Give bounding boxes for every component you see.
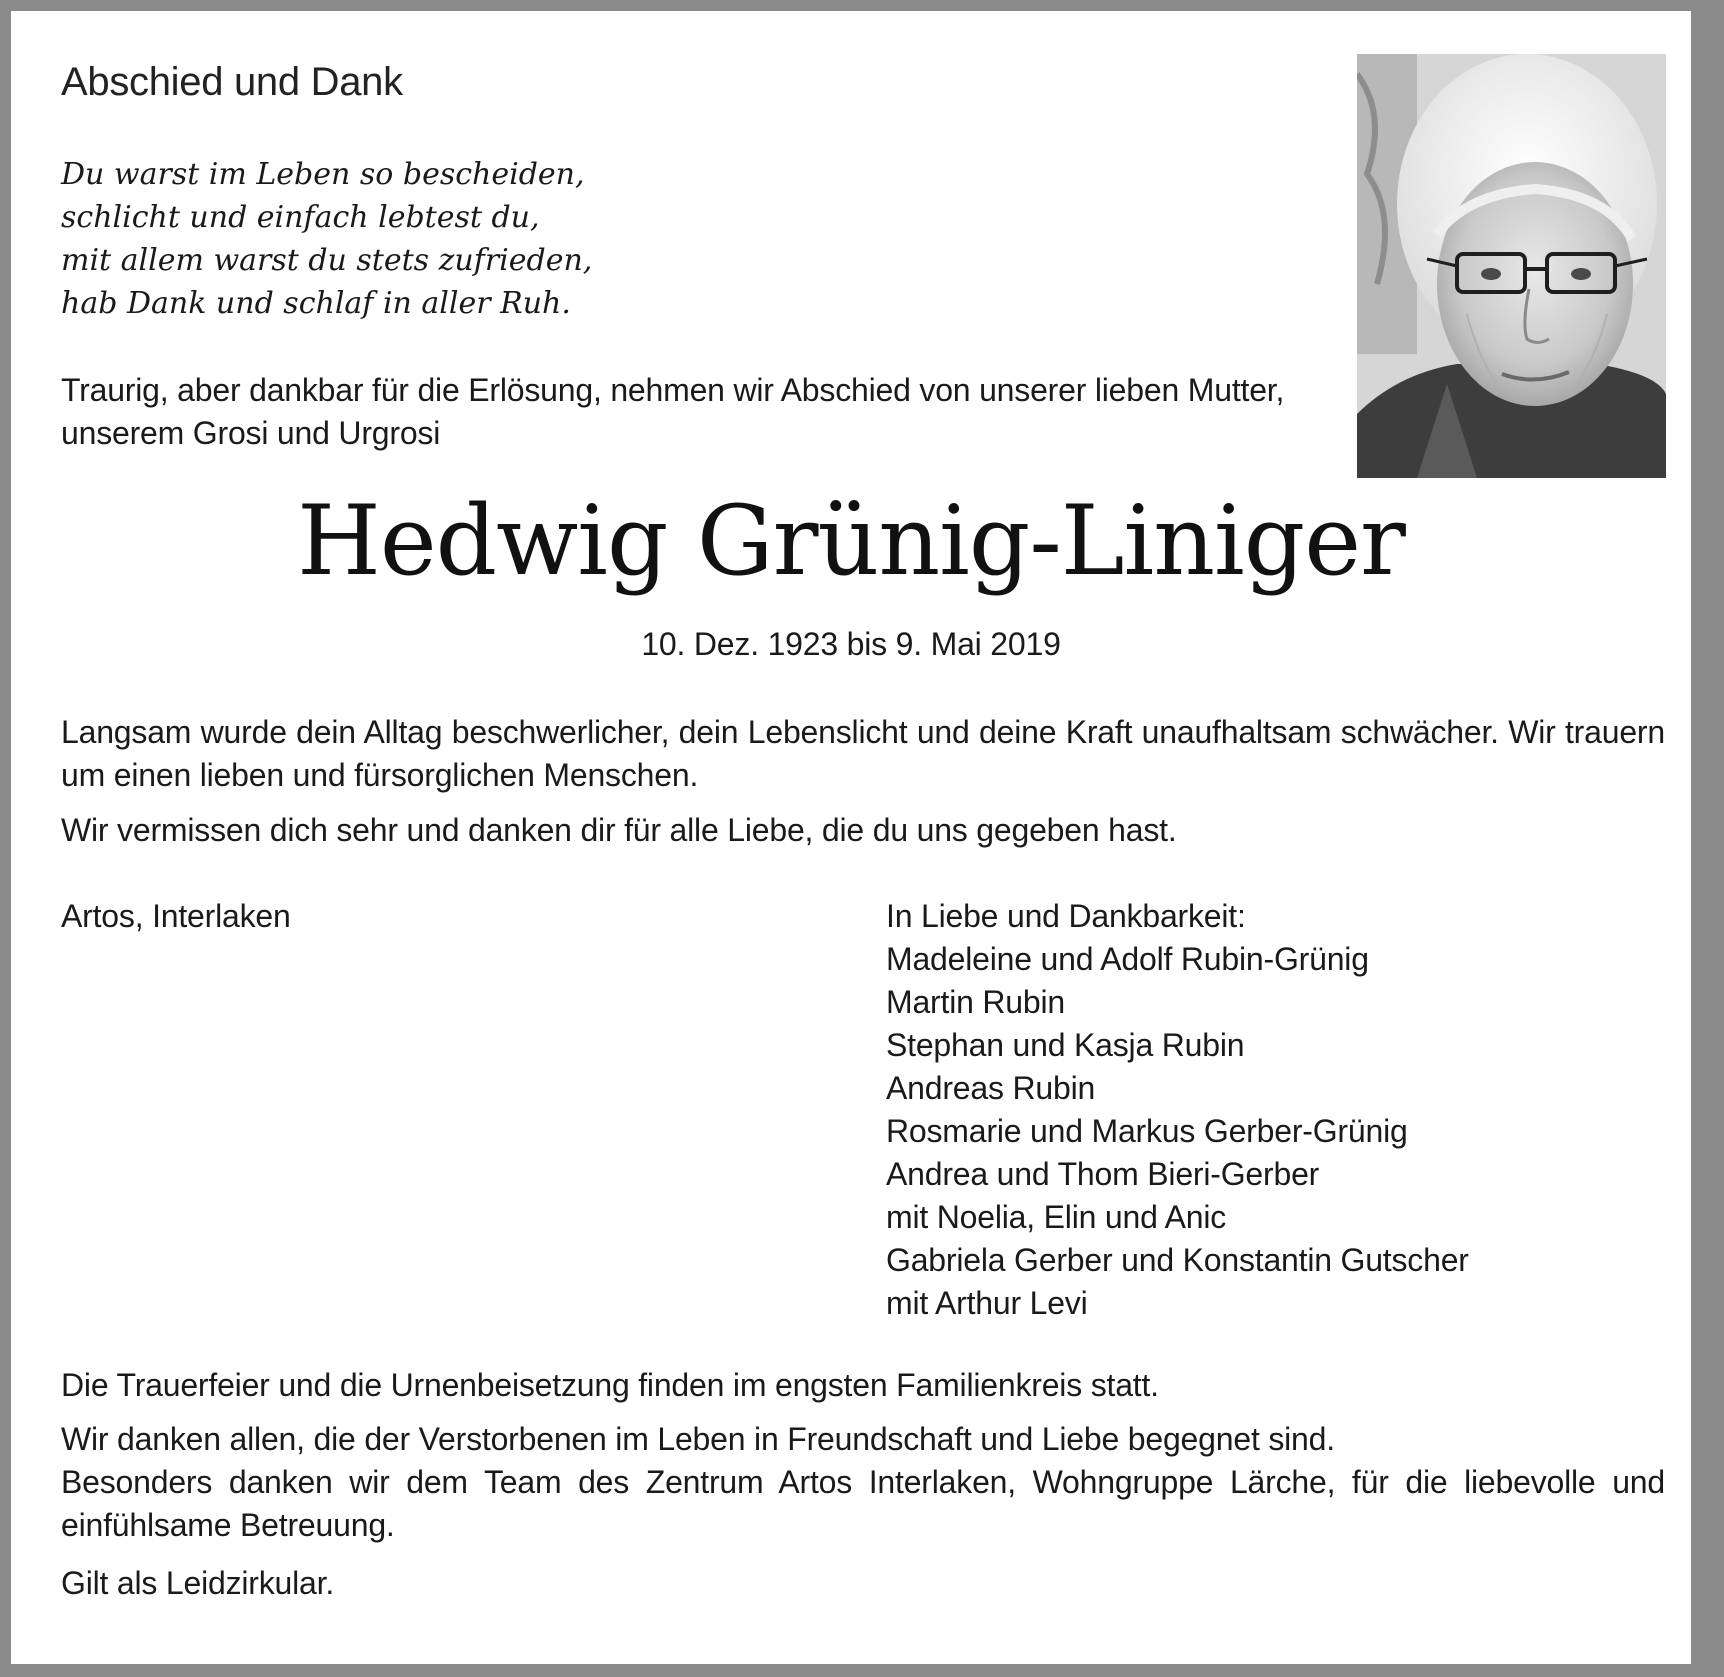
location-text: Artos, Interlaken: [61, 898, 291, 934]
mourner-name: Gabriela Gerber und Konstantin Gutscher: [886, 1242, 1469, 1278]
poem: [61, 153, 592, 325]
thanks-line: Wir danken allen, die der Verstorbenen im Leben in Freundschaft und Liebe begegnet sind.: [61, 1421, 1335, 1457]
mourner-name: mit Arthur Levi: [886, 1285, 1088, 1321]
notice-heading: Abschied und Dank: [61, 60, 403, 104]
memorial-paragraph: Wir vermissen dich sehr und danken dir für alle Liebe, die du uns gegeben hast.: [61, 812, 1177, 848]
thanks-line: Besonders danken wir dem Team des Zentrum Artos Interlaken, Wohngruppe Lärche, für die liebevolle und einfühlsame Betreuung.: [61, 1464, 1665, 1543]
thanks-text: [61, 1418, 1665, 1547]
mourner-name: Rosmarie und Markus Gerber-Grünig: [886, 1113, 1408, 1149]
obituary-notice: [11, 11, 1691, 1664]
intro-text: Traurig, aber dankbar für die Erlösung, nehmen wir Abschied von unserer lieben Mutter, unserem Grosi und Urgrosi: [61, 372, 1285, 451]
deceased-name: Hedwig Grünig-Liniger: [297, 485, 1405, 597]
mourner-name: Andrea und Thom Bieri-Gerber: [886, 1156, 1320, 1192]
poem-line: Du warst im Leben so bescheiden,: [61, 157, 585, 192]
mourner-name: Madeleine und Adolf Rubin-Grünig: [886, 941, 1369, 977]
mourner-name: Andreas Rubin: [886, 1070, 1096, 1106]
life-dates: 10. Dez. 1923 bis 9. Mai 2019: [641, 626, 1061, 662]
poem-line: schlicht und einfach lebtest du,: [61, 200, 540, 235]
funeral-info: Die Trauerfeier und die Urnenbeisetzung finden im engsten Familienkreis statt.: [61, 1367, 1159, 1403]
footer-note: Gilt als Leidzirkular.: [61, 1565, 335, 1601]
mourner-name: mit Noelia, Elin und Anic: [886, 1199, 1227, 1235]
mourner-name: Stephan und Kasja Rubin: [886, 1027, 1245, 1063]
mourners-label: In Liebe und Dankbarkeit:: [886, 898, 1246, 934]
poem-line: mit allem warst du stets zufrieden,: [61, 243, 593, 278]
poem-line: hab Dank und schlaf in aller Ruh.: [61, 286, 571, 321]
memorial-paragraph: Langsam wurde dein Alltag beschwerlicher, dein Lebenslicht und deine Kraft unaufhaltsam schwächer. Wir trauern um einen lieben und fürsorglichen Menschen.: [61, 714, 1665, 793]
mourner-name: Martin Rubin: [886, 984, 1066, 1020]
portrait-photo: [1357, 54, 1666, 478]
mourners-list: [886, 895, 1469, 1325]
